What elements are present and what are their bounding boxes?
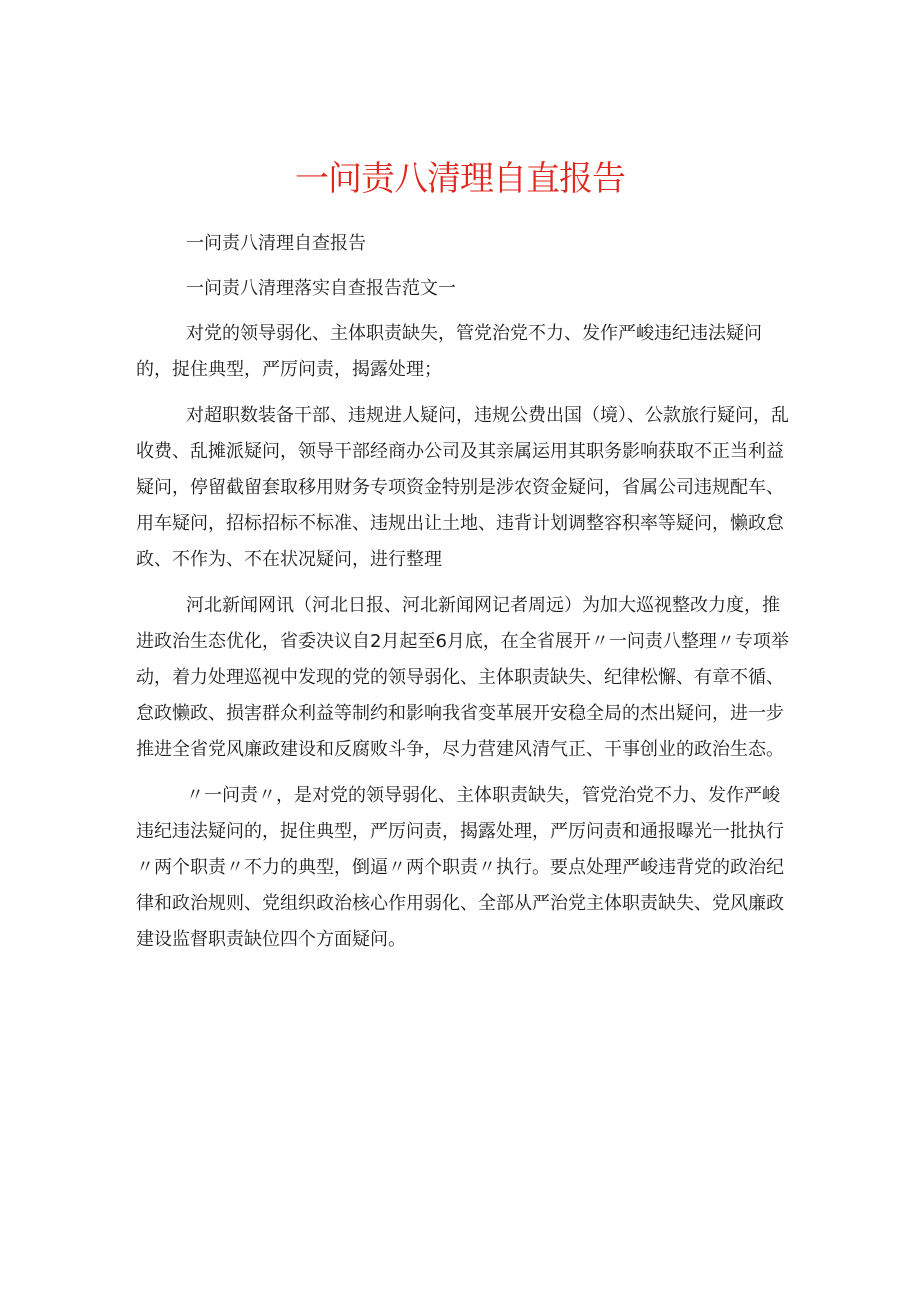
paragraph-1: 对党的领导弱化、主体职责缺失，管党治党不力、发作严峻违纪违法疑问的，捉住典型，严厉问责，揭露处理；: [136, 323, 762, 380]
document-body: [136, 226, 796, 968]
paragraph-2: 对超职数装备干部、违规进人疑问，违规公费出国（境）、公款旅行疑问，乱收费、乱摊派疑问，领导干部经商办公司及其亲属运用其职务影响获取不正当利益疑问，停留截留套取移用财务专项资金特别是涉农资金疑问，省属公司违规配车、用车疑问，招标招标不标准、违规出让土地、违背计划调整容积率等疑问，懒政怠政、不作为、不在状况疑问，进行整理: [136, 405, 789, 570]
subtitle-2: 一问责八清理落实自查报告范文一: [186, 278, 456, 299]
paragraph-4: 〃一问责〃，是对党的领导弱化、主体职责缺失，管党治党不力、发作严峻违纪违法疑问的，捉住典型，严厉问责，揭露处理，严厉问责和通报曝光一批执行〃两个职责〃不力的典型，倒逼〃两个职责〃执行。要点处理严峻违背党的政治纪律和政治规则、党组织政治核心作用弱化、全部从严治党主体职责缺失、党风廉政建设监督职责缺位四个方面疑问。: [136, 785, 784, 950]
subtitle-1: 一问责八清理自查报告: [186, 233, 366, 254]
document-title: 一问责八清理自直报告: [295, 158, 625, 199]
paragraph-3: 河北新闻网讯（河北日报、河北新闻网记者周远）为加大巡视整改力度，推进政治生态优化，省委决议自2月起至6月底，在全省展开〃一问责八整理〃专项举动，着力处理巡视中发现的党的领导弱化、主体职责缺失、纪律松懈、有章不循、怠政懒政、损害群众利益等制约和影响我省变革展开安稳全局的杰出疑问，进一步推进全省党风廉政建设和反腐败斗争，尽力营建风清气正、干事创业的政治生态。: [136, 595, 789, 760]
